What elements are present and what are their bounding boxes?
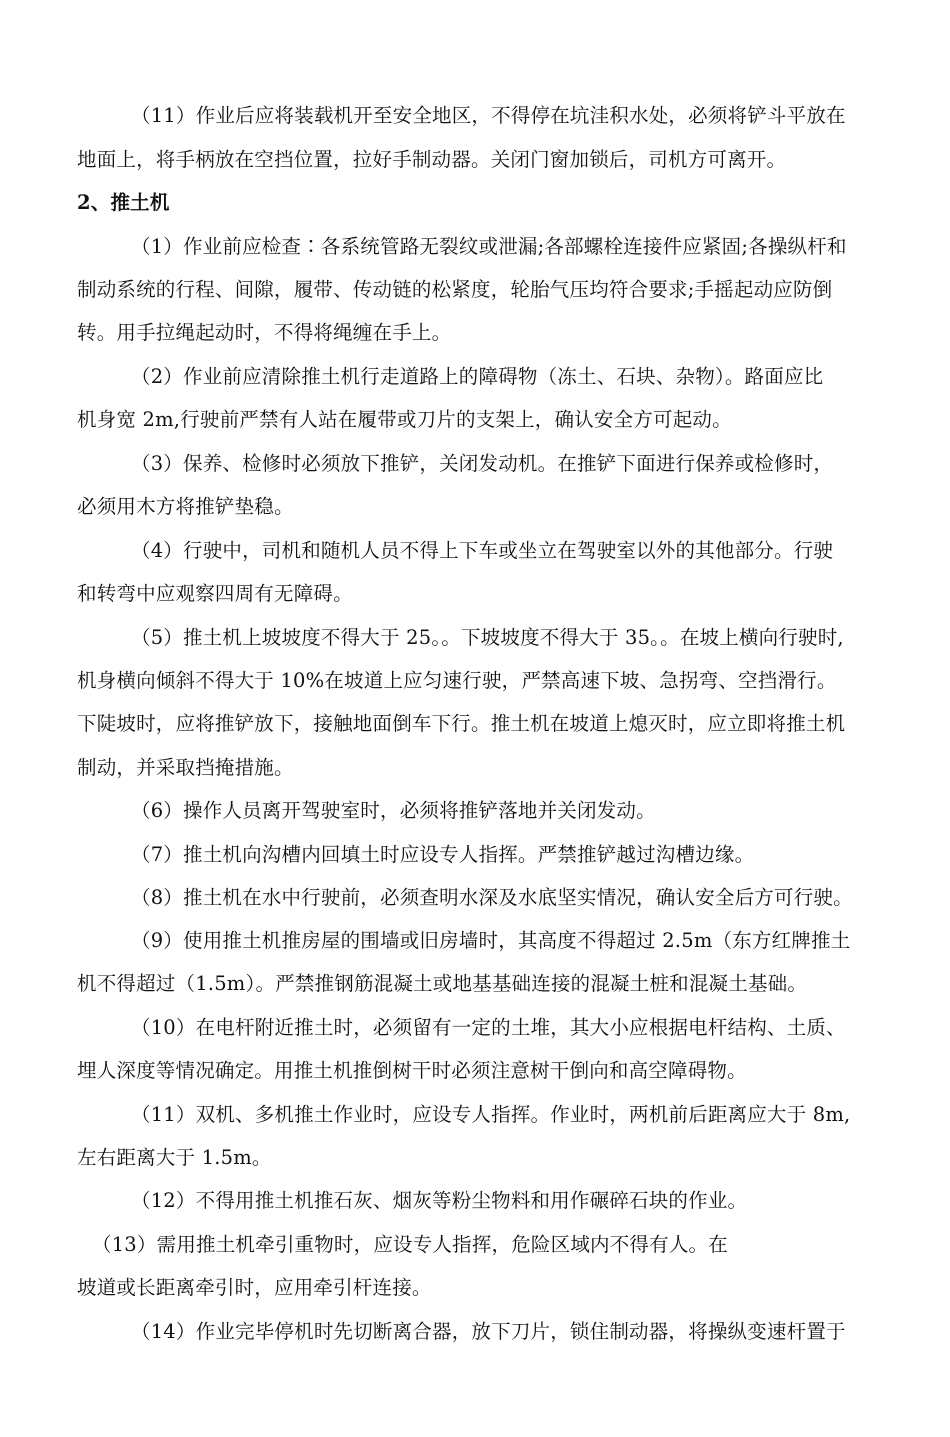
paragraph-line: （3）保养、检修时必须放下推铲，关闭发动机。在推铲下面进行保养或检修时， (131, 452, 834, 475)
paragraph-line: （2）作业前应清除推土机行走道路上的障碍物（冻土、石块、杂物）。路面应比 (131, 365, 824, 388)
paragraph-line: （14）作业完毕停机时先切断离合器，放下刀片，锁住制动器，将操纵变速杆置于 (131, 1320, 846, 1343)
paragraph-line: 制动，并采取挡掩措施。 (77, 756, 294, 779)
paragraph-line: 地面上，将手柄放在空挡位置，拉好手制动器。关闭门窗加锁后，司机方可离开。 (77, 148, 787, 171)
section-heading: 2、推土机 (77, 191, 170, 214)
paragraph-line: （11）作业后应将装载机开至安全地区，不得停在坑洼积水处，必须将铲斗平放在 (131, 104, 846, 127)
paragraph-line: 左右距离大于 1.5m。 (77, 1146, 272, 1169)
paragraph-line: 埋人深度等情况确定。用推土机推倒树干时必须注意树干倒向和高空障碍物。 (77, 1059, 747, 1082)
paragraph-line: （10）在电杆附近推土时，必须留有一定的土堆，其大小应根据电杆结构、土质、 (131, 1016, 846, 1039)
paragraph-line: （11）双机、多机推土作业时，应设专人指挥。作业时，两机前后距离应大于 8m, (131, 1103, 851, 1126)
paragraph-line: （1）作业前应检查∶各系统管路无裂纹或泄漏;各部螺栓连接件应紧固;各操纵杆和 (131, 235, 847, 258)
paragraph-line: 和转弯中应观察四周有无障碍。 (77, 582, 353, 605)
paragraph-line: 转。用手拉绳起动时，不得将绳缠在手上。 (77, 321, 452, 344)
paragraph-line: （5）推土机上坡坡度不得大于 25。。下坡坡度不得大于 35。。在坡上横向行驶时, (131, 626, 844, 649)
paragraph-line: （7）推土机向沟槽内回填土时应设专人指挥。严禁推铲越过沟槽边缘。 (131, 843, 755, 866)
paragraph-line: 下陡坡时，应将推铲放下，接触地面倒车下行。推土机在坡道上熄灭时，应立即将推土机 (77, 712, 846, 735)
paragraph-line: （6）操作人员离开驾驶室时，必须将推铲落地并关闭发动。 (131, 799, 656, 822)
paragraph-line: （12）不得用推土机推石灰、烟灰等粉尘物料和用作碾碎石块的作业。 (131, 1189, 748, 1212)
paragraph-line: 机身横向倾斜不得大于 10%在坡道上应匀速行驶，严禁高速下坡、急拐弯、空挡滑行。 (77, 669, 837, 692)
paragraph-line: 必须用木方将推铲垫稳。 (77, 495, 294, 518)
paragraph-line: 机不得超过（1.5m）。严禁推钢筋混凝土或地基基础连接的混凝土桩和混凝土基础。 (77, 972, 808, 995)
paragraph-line: （8）推土机在水中行驶前，必须查明水深及水底坚实情况，确认安全后方可行驶。 (131, 886, 853, 909)
paragraph-line: （4）行驶中，司机和随机人员不得上下车或坐立在驾驶室以外的其他部分。行驶 (131, 539, 834, 562)
paragraph-line: （9）使用推土机推房屋的围墙或旧房墙时，其高度不得超过 2.5m（东方红牌推土 (131, 929, 851, 952)
paragraph-line: 坡道或长距离牵引时，应用牵引杆连接。 (77, 1276, 432, 1299)
paragraph-line: 机身宽 2m,行驶前严禁有人站在履带或刀片的支架上，确认安全方可起动。 (77, 408, 732, 431)
paragraph-line: 制动系统的行程、间隙，履带、传动链的松紧度，轮胎气压均符合要求;手摇起动应防倒 (77, 278, 833, 301)
paragraph-line: （13）需用推土机牵引重物时，应设专人指挥，危险区域内不得有人。在 (92, 1233, 728, 1256)
